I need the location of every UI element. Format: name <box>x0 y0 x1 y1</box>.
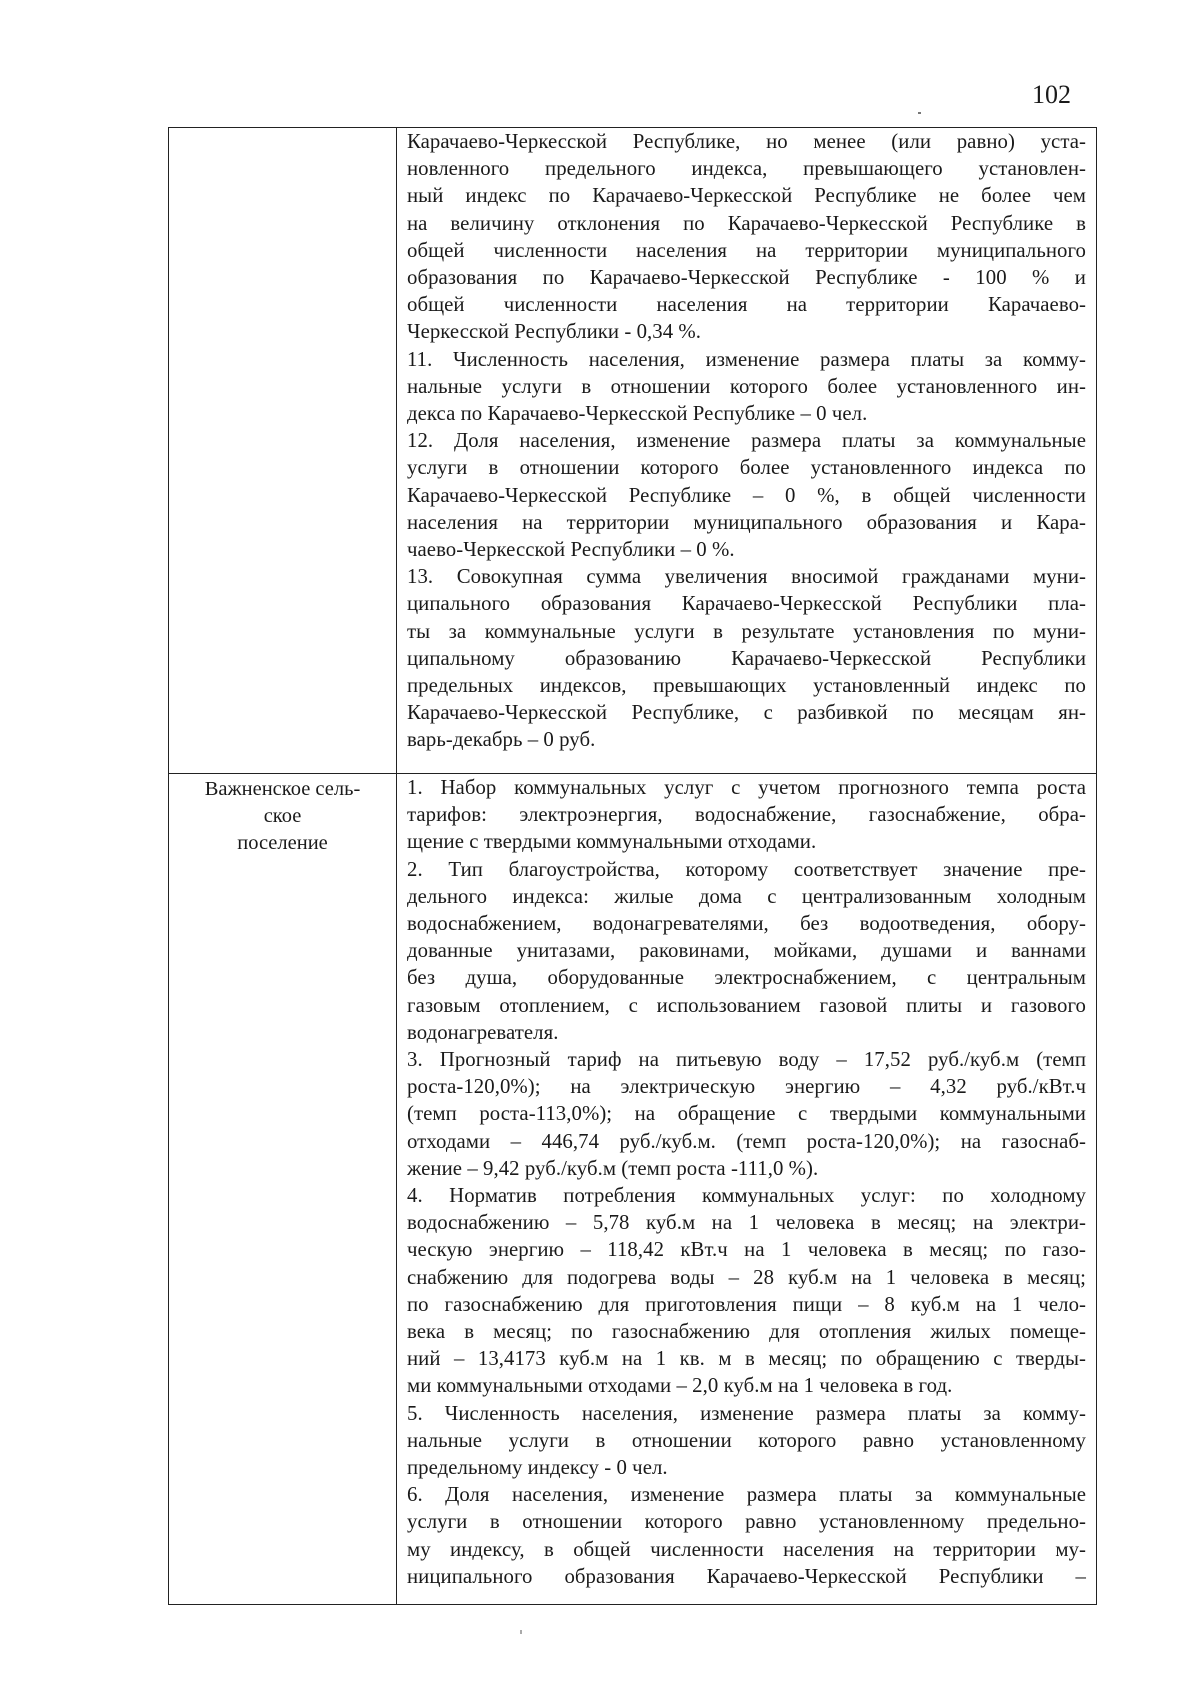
text-line: ческую энергию – 118,42 кВт.ч на 1 человека в месяц; по газо- <box>407 1238 1086 1262</box>
text-line: отходами – 446,74 руб./куб.м. (темп роста-120,0%); на газоснаб- <box>407 1129 1086 1153</box>
settlement-name-cell <box>169 774 397 1605</box>
text-line: услуги в отношении которого равно установленному предельно- <box>407 1510 1086 1534</box>
text-line: по газоснабжению для приготовления пищи – 8 куб.м на 1 чело- <box>407 1292 1086 1316</box>
text-line: роста-120,0%); на электрическую энергию – 4,32 руб./кВт.ч <box>407 1075 1086 1099</box>
text-line: варь-декабрь – 0 руб. <box>407 728 596 752</box>
text-line: Карачаево-Черкесской Республике, но менее (или равно) уста- <box>407 130 1086 153</box>
settlement-name-line: Важненское сель- <box>204 778 361 800</box>
text-line: населения на территории муниципального образования и Кара- <box>407 510 1086 534</box>
text-line: водоснабжением, водонагревателями, без водоотведения, обору- <box>407 912 1086 936</box>
document-table <box>168 127 1097 1605</box>
text-line: века в месяц; по газоснабжению для отопления жилых помеще- <box>407 1320 1086 1344</box>
text-line: водоснабжению – 5,78 куб.м на 1 человека в месяц; на электри- <box>407 1211 1086 1235</box>
text-line: общей численности населения на территории Карачаево- <box>407 293 1086 317</box>
text-line: 13. Совокупная сумма увеличения вносимой гражданами муни- <box>407 565 1086 589</box>
text-line: услуги в отношении которого более установленного индекса по <box>407 456 1086 480</box>
text-line: ты за коммунальные услуги в результате установления по муни- <box>407 619 1086 643</box>
text-line: ниципального образования Карачаево-Черкесской Республики – <box>407 1564 1086 1588</box>
text-line: предельных индексов, превышающих установленный индекс по <box>407 674 1086 698</box>
text-line: газовым отоплением, с использованием газовой плиты и газового <box>407 993 1086 1017</box>
table-row <box>169 128 1097 774</box>
indicators-text <box>407 128 1086 754</box>
text-line: нальные услуги в отношении которого равно установленному <box>407 1428 1086 1452</box>
text-line: новленного предельного индекса, превышающего установлен- <box>407 157 1086 181</box>
text-line: ципальному образованию Карачаево-Черкесской Республики <box>407 646 1086 670</box>
text-line: снабжению для подогрева воды – 28 куб.м на 1 человека в месяц; <box>407 1265 1086 1289</box>
text-line: му индексу, в общей численности населения на территории му- <box>407 1537 1086 1561</box>
text-line: водонагревателя. <box>407 1020 559 1044</box>
text-line: общей численности населения на территории муниципального <box>407 238 1086 262</box>
text-line: декса по Карачаево-Черкесской Республике – 0 чел. <box>407 402 868 426</box>
page-number: 102 <box>1032 80 1071 109</box>
text-line: 2. Тип благоустройства, которому соответствует значение пре- <box>407 857 1086 881</box>
text-line: Карачаево-Черкесской Республике – 0 %, в общей численности <box>407 483 1086 507</box>
text-line: без душа, оборудованные электроснабжением, с центральным <box>407 966 1086 990</box>
text-line: тарифов: электроэнергия, водоснабжение, газоснабжение, обра- <box>407 803 1086 827</box>
text-line: 12. Доля населения, изменение размера платы за коммунальные <box>407 429 1086 453</box>
text-line: предельному индексу - 0 чел. <box>407 1456 668 1480</box>
text-line: Черкесской Республики - 0,34 %. <box>407 320 702 344</box>
indicators-cell <box>397 128 1097 774</box>
text-line: 11. Численность населения, изменение размера платы за комму- <box>407 347 1086 371</box>
text-line: дованные унитазами, раковинами, мойками, душами и ваннами <box>407 939 1086 963</box>
settlement-name-line: поселение <box>237 832 328 854</box>
text-line: ципального образования Карачаево-Черкесской Республики пла- <box>407 592 1086 616</box>
text-line: 4. Норматив потребления коммунальных услуг: по холодному <box>407 1184 1086 1208</box>
indicators-cell <box>397 774 1097 1605</box>
text-line: (темп роста-113,0%); на обращение с твердыми коммунальными <box>407 1102 1086 1126</box>
settlement-name-cell <box>169 128 397 774</box>
text-line: Карачаево-Черкесской Республике, с разбивкой по месяцам ян- <box>407 701 1086 725</box>
text-line: образования по Карачаево-Черкесской Республике - 100 % и <box>407 266 1086 290</box>
text-line: ний – 13,4173 куб.м на 1 кв. м в месяц; по обращению с тверды- <box>407 1347 1086 1371</box>
text-line: 3. Прогнозный тариф на питьевую воду – 17,52 руб./куб.м (темп <box>407 1048 1086 1072</box>
scan-artifact <box>520 1630 522 1634</box>
text-line: 1. Набор коммунальных услуг с учетом прогнозного темпа роста <box>407 776 1086 799</box>
text-line: ный индекс по Карачаево-Черкесской Республике не более чем <box>407 184 1086 208</box>
text-line: дельного индекса: жилые дома с централизованным холодным <box>407 884 1086 908</box>
text-line: на величину отклонения по Карачаево-Черкесской Республике в <box>407 211 1086 235</box>
settlement-name-line: ское <box>263 805 302 827</box>
indicators-text <box>407 774 1086 1590</box>
text-line: 6. Доля населения, изменение размера платы за коммунальные <box>407 1483 1086 1507</box>
text-line: нальные услуги в отношении которого более установленного ин- <box>407 374 1086 398</box>
table-row <box>169 774 1097 1605</box>
text-line: щение с твердыми коммунальными отходами. <box>407 830 817 854</box>
text-line: жение – 9,42 руб./куб.м (темп роста -111,0 %). <box>407 1156 819 1180</box>
text-line: 5. Численность населения, изменение размера платы за комму- <box>407 1401 1086 1425</box>
text-line: чаево-Черкесской Республики – 0 %. <box>407 538 735 562</box>
scan-artifact <box>918 112 921 114</box>
text-line: ми коммунальными отходами – 2,0 куб.м на 1 человека в год. <box>407 1374 953 1398</box>
